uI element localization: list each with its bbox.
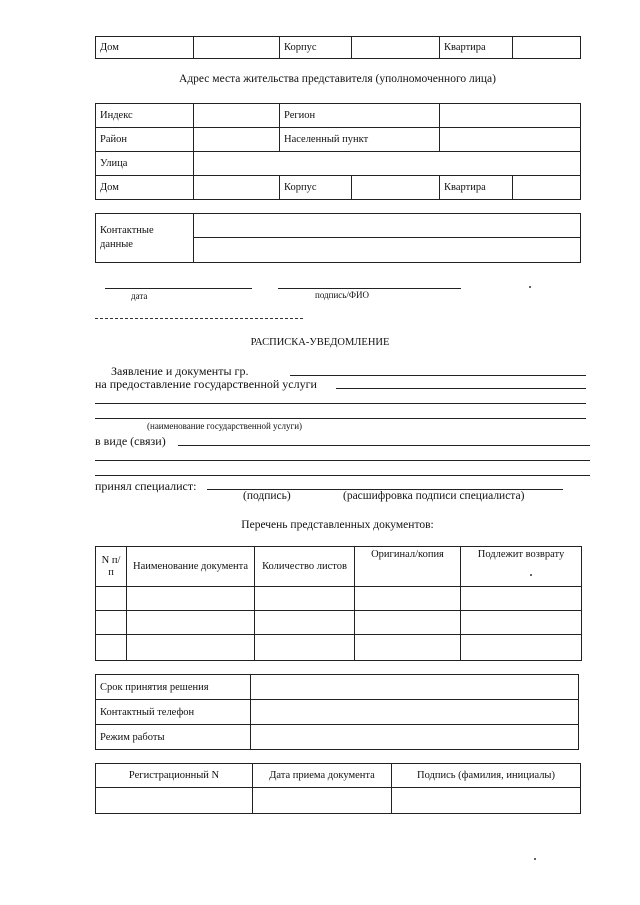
reg-header-date: Дата приема документа [253,764,392,788]
building-field[interactable] [352,37,440,59]
form-line-2[interactable] [95,460,590,461]
deadline-field[interactable] [251,675,579,700]
date-line[interactable] [105,288,252,289]
docs-title: Перечень представленных документов: [241,519,434,531]
table-cell[interactable] [96,611,127,635]
info-table [95,674,579,750]
phone-field[interactable] [251,700,579,725]
reg-number-field[interactable] [96,788,253,814]
contacts-table [95,213,581,263]
street-label: Улица [96,152,194,176]
rep-building-label: Корпус [280,176,352,200]
schedule-label: Режим работы [96,725,251,750]
docs-header-return: Подлежит возврату [461,547,582,587]
table-cell[interactable] [255,611,355,635]
sign-line[interactable] [278,288,461,289]
docs-table [95,546,582,661]
schedule-field[interactable] [251,725,579,750]
rep-house-field[interactable] [194,176,280,200]
apartment-field[interactable] [513,37,581,59]
contacts-label: Контактные данные [96,214,194,263]
table-cell[interactable] [355,635,461,661]
reg-signature-field[interactable] [392,788,581,814]
rep-address-table [95,103,581,200]
reg-header-number: Регистрационный N [96,764,253,788]
docs-header-original: Оригинал/копия [355,547,461,587]
table-cell[interactable] [96,587,127,611]
service-hint: (наименование государственной услуги) [147,421,303,431]
top-address-row [95,36,581,59]
table-cell[interactable] [127,611,255,635]
service-line-1[interactable] [336,388,586,389]
table-row [96,788,581,814]
table-cell[interactable] [461,611,582,635]
reg-header-signature: Подпись (фамилия, инициалы) [392,764,581,788]
table-cell[interactable] [355,611,461,635]
table-cell[interactable] [127,587,255,611]
docs-header-number: N п/п [96,547,127,587]
scan-speck [530,574,532,576]
reg-date-field[interactable] [253,788,392,814]
deadline-label: Срок принятия решения [96,675,251,700]
table-cell[interactable] [96,635,127,661]
rep-address-caption: Адрес места жительства представителя (уполномоченного лица) [179,73,496,85]
service-line-3[interactable] [95,418,586,419]
sign-label: подпись/ФИО [315,290,369,300]
decode-hint: (расшифровка подписи специалиста) [343,490,525,502]
rep-house-label: Дом [96,176,194,200]
settlement-label: Населенный пункт [280,128,440,152]
scan-speck [534,858,536,860]
docs-header-name: Наименование документа [127,547,255,587]
docs-header-sheets: Количество листов [255,547,355,587]
settlement-field[interactable] [440,128,581,152]
reg-table [95,763,581,814]
table-row [96,587,582,611]
form-line-1[interactable] [178,445,590,446]
receipt-line-2-label: на предоставление государственной услуги [95,377,317,391]
table-cell[interactable] [461,587,582,611]
rep-apartment-label: Квартира [440,176,513,200]
receipt-line-1-label: Заявление и документы гр. [111,364,249,378]
service-line-2[interactable] [95,403,586,404]
table-cell[interactable] [127,635,255,661]
index-field[interactable] [194,104,280,128]
district-field[interactable] [194,128,280,152]
rep-apartment-field[interactable] [513,176,581,200]
accepted-label: принял специалист: [95,479,197,493]
scan-speck [529,286,531,288]
index-label: Индекс [96,104,194,128]
table-row [96,611,582,635]
apartment-label: Квартира [440,37,513,59]
building-label: Корпус [280,37,352,59]
contacts-field-2[interactable] [194,238,581,263]
region-label: Регион [280,104,440,128]
rep-building-field[interactable] [352,176,440,200]
receipt-title: РАСПИСКА-УВЕДОМЛЕНИЕ [250,337,390,348]
form-line-3[interactable] [95,475,590,476]
table-row [96,635,582,661]
street-field[interactable] [194,152,581,176]
table-cell[interactable] [355,587,461,611]
form-label: в виде (связи) [95,434,166,448]
phone-label: Контактный телефон [96,700,251,725]
house-label: Дом [96,37,194,59]
house-field[interactable] [194,37,280,59]
cut-line [95,318,303,319]
table-cell[interactable] [255,587,355,611]
region-field[interactable] [440,104,581,128]
table-cell[interactable] [255,635,355,661]
sign-hint: (подпись) [243,490,291,502]
district-label: Район [96,128,194,152]
citizen-name-line[interactable] [290,375,586,376]
contacts-field-1[interactable] [194,214,581,238]
table-cell[interactable] [461,635,582,661]
date-label: дата [131,291,148,301]
